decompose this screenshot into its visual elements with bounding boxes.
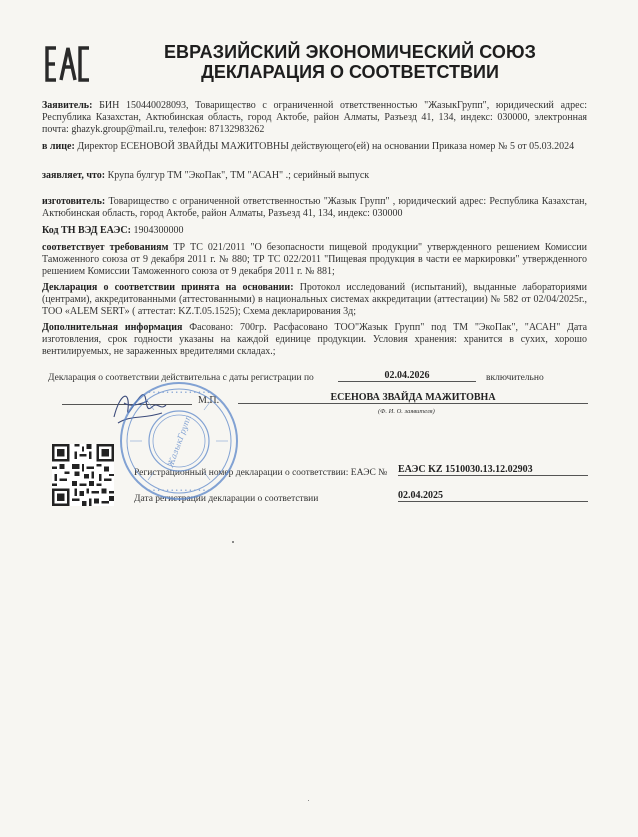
code-label: Код ТН ВЭД ЕАЭС: — [42, 225, 131, 236]
qr-code-icon[interactable] — [52, 444, 114, 506]
applicant-name: ЕСЕНОВА ЗВАЙДА МАЖИТОВНА — [238, 392, 588, 404]
registration-date-value: 02.04.2025 — [398, 490, 588, 502]
applicant-label: Заявитель: — [42, 100, 93, 111]
applicant-text: БИН 150440028093, Товарищество с ограниченной ответственностью "ЖазыкГрупп", юридический адрес: Республика Казахстан, Актюбинская область, город Актобе, район Алматы, Разъезд 41, 134, индекс: 030000, электронная почта: ghazyk.group@mail.ru, телефон: 87132983262 — [42, 100, 588, 135]
mp-label: М.П. — [198, 395, 220, 406]
declares-label: заявляет, что: — [42, 170, 106, 181]
person-section — [42, 141, 587, 153]
validity-prefix: Декларация о соответствии действительна с даты регистрации по — [48, 373, 314, 383]
requirements-text: ТР ТС 021/2011 "О безопасности пищевой продукции" утвержденного решением Комиссии Таможенного союза от 9 декабря 2011 г. № 880; ТР ТС 022/2011 "Пищевая продукция в части ее маркировки" утвержденного решением Комиссии Таможенного союза от 9 декабря 2011 г. № 881; — [42, 242, 587, 277]
basis-label: Декларация о соответствии принята на основании: — [42, 282, 294, 293]
registration-date-label: Дата регистрации декларации о соответствии — [134, 494, 319, 504]
requirements-section — [42, 242, 587, 278]
requirements-label: соответствует требованиям — [42, 242, 169, 253]
basis-section — [42, 282, 587, 318]
extra-info-section — [42, 322, 587, 358]
svg-text:• • • • • • • • • • • • • •: • • • • • • • • • • • • • • — [148, 488, 210, 494]
extra-info-label: Дополнительная информация — [42, 322, 183, 333]
manufacturer-section — [42, 196, 587, 220]
company-seal-icon — [118, 380, 240, 502]
speck — [232, 541, 234, 543]
seal-inner-text: ЖазыкГрупп — [165, 413, 194, 469]
declares-section — [42, 170, 587, 182]
validity-suffix: включительно — [486, 373, 544, 383]
registration-number-value: ЕАЭС KZ 1510030.13.12.02903 — [398, 464, 588, 476]
manufacturer-text: Товарищество с ограниченной ответственностью "Жазык Групп" , юридический адрес: Республика Казахстан, Актюбинская область, город Актобе, район Алматы, Разъезд 41, 134, индекс: 030000 — [42, 196, 587, 219]
eac-logo-icon — [44, 45, 92, 83]
person-text: Директор ЕСЕНОВОЙ ЗВАЙДЫ МАЖИТОВНЫ действующего(ей) на основании Приказа номер № 5 от 05.03.2024 — [77, 141, 575, 152]
manufacturer-label: изготовитель: — [42, 196, 106, 207]
applicant-section — [42, 100, 587, 136]
person-label: в лице: — [42, 141, 75, 152]
registration-number-label: Регистрационный номер декларации о соответствии: ЕАЭС № — [134, 468, 388, 478]
declares-text: Крупа булгур ТМ "ЭкоПак", ТМ "АСАН" .; серийный выпуск — [107, 170, 370, 181]
code-value: 1904300000 — [133, 225, 184, 236]
document-title: ДЕКЛАРАЦИЯ О СООТВЕТСТВИИ — [201, 62, 499, 82]
validity-date: 02.04.2026 — [338, 370, 476, 382]
union-title: ЕВРАЗИЙСКИЙ ЭКОНОМИЧЕСКИЙ СОЮЗ — [163, 42, 537, 62]
speck — [308, 800, 309, 801]
svg-text:• • • • • • • • • • • • • •: • • • • • • • • • • • • • • — [148, 390, 210, 396]
applicant-name-caption: (Ф. И. О. заявителя) — [378, 408, 435, 415]
code-section — [42, 225, 587, 237]
basis-text: Протокол исследований (испытаний), выданные лабораториями (центрами), аккредитованными (аттестованными) в национальных системах аккредитации (аттестации) № 582 от 02/04/2025г., ТОО «ALEM SERT» ( аттестат: KZ.T.05.1525); Схема декларирования 3д; — [42, 282, 587, 317]
extra-info-text: Фасовано: 700гр. Расфасовано ТОО"Жазык Групп" под ТМ "ЭкоПак", "АСАН" Дата изготовления, срок годности указаны на каждой единице продукции. Условия хранения: хранится в сухих, хорошо вентилируемых, не зараженных вредителями складах.; — [42, 322, 588, 357]
